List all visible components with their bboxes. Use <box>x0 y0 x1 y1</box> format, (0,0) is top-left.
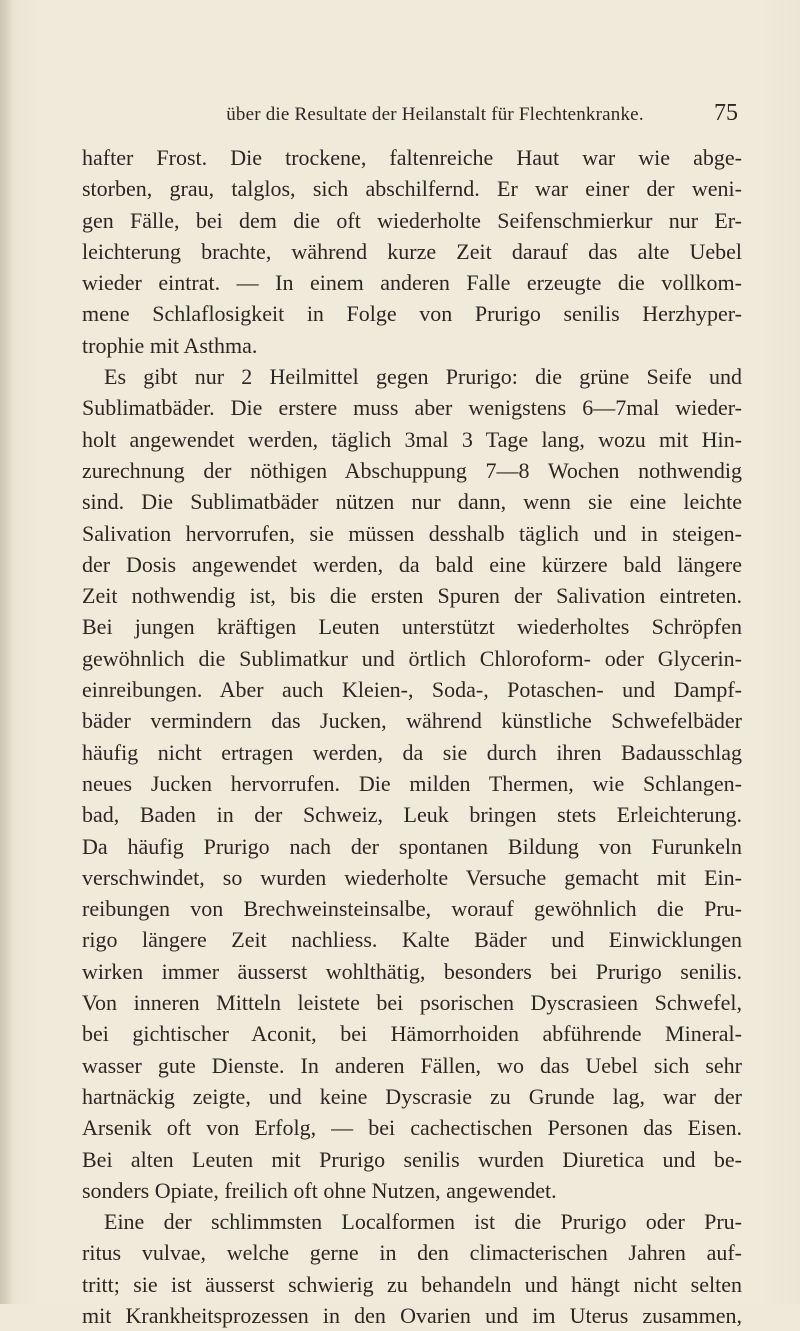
page-number: 75 <box>714 100 738 126</box>
text-line: trophie mit Asthma. <box>82 332 258 358</box>
text-line: wirken immer äusserst wohlthätig, besonders bei Prurigo senilis. <box>82 958 742 984</box>
text-line: Es gibt nur 2 Heilmittel gegen Prurigo: die grüne Seife und <box>104 364 742 390</box>
page-binding-shadow <box>0 0 14 1304</box>
text-line: holt angewendet werden, täglich 3mal 3 Tage lang, wozu mit Hin- <box>82 426 742 452</box>
text-line: der Dosis angewendet werden, da bald eine kürzere bald längere <box>82 551 742 577</box>
text-line: storben, grau, talglos, sich abschilfernd. Er war einer der weni- <box>82 176 742 202</box>
text-line: hartnäckig zeigte, und keine Dyscrasie zu Grunde lag, war der <box>82 1083 742 1109</box>
text-line: mit Krankheitsprozessen in den Ovarien und im Uterus zusammen, <box>82 1302 742 1328</box>
text-line: Bei alten Leuten mit Prurigo senilis wurden Diuretica und be- <box>82 1146 742 1172</box>
text-line: sonders Opiate, freilich oft ohne Nutzen, angewendet. <box>82 1177 557 1203</box>
page-header <box>0 100 800 134</box>
running-head: über die Resultate der Heilanstalt für Flechtenkranke. <box>226 104 644 125</box>
text-line: verschwindet, so wurden wiederholte Versuche gemacht mit Ein- <box>82 864 742 890</box>
text-line: wasser gute Dienste. In anderen Fällen, wo das Uebel sich sehr <box>82 1052 742 1078</box>
text-line: leichterung brachte, während kurze Zeit darauf das alte Uebel <box>82 238 742 264</box>
text-line: häufig nicht ertragen werden, da sie durch ihren Badausschlag <box>82 739 742 765</box>
body-text <box>82 142 742 1331</box>
text-line: rigo längere Zeit nachliess. Kalte Bäder und Einwicklungen <box>82 927 742 953</box>
text-line: Salivation hervorrufen, sie müssen desshalb täglich und in steigen- <box>82 520 742 546</box>
text-line: Sublimatbäder. Die erstere muss aber wenigstens 6—7mal wieder- <box>82 395 742 421</box>
text-line: Bei jungen kräftigen Leuten unterstützt wiederholtes Schröpfen <box>82 614 742 640</box>
text-line: bäder vermindern das Jucken, während künstliche Schwefelbäder <box>82 708 742 734</box>
text-line: tritt; sie ist äusserst schwierig zu behandeln und hängt nicht selten <box>82 1271 742 1297</box>
text-line: sind. Die Sublimatbäder nützen nur dann, wenn sie eine leichte <box>82 489 742 515</box>
text-line: Zeit nothwendig ist, bis die ersten Spuren der Salivation eintreten. <box>82 583 742 609</box>
text-line: einreibungen. Aber auch Kleien-, Soda-, Potaschen- und Dampf- <box>82 677 742 703</box>
text-line: wieder eintrat. — In einem anderen Falle erzeugte die vollkom- <box>82 270 742 296</box>
text-line: ritus vulvae, welche gerne in den climacterischen Jahren auf- <box>82 1240 742 1266</box>
text-line: gewöhnlich die Sublimatkur und örtlich Chloroform- oder Glycerin- <box>82 645 742 671</box>
text-line: gen Fälle, bei dem die oft wiederholte Seifenschmierkur nur Er- <box>82 207 742 233</box>
text-line: Da häufig Prurigo nach der spontanen Bildung von Furunkeln <box>82 833 742 859</box>
text-line: reibungen von Brechweinsteinsalbe, worauf gewöhnlich die Pru- <box>82 896 742 922</box>
text-line: hafter Frost. Die trockene, faltenreiche Haut war wie abge- <box>82 145 742 170</box>
text-line: Von inneren Mitteln leistete bei psorischen Dyscrasieen Schwefel, <box>82 990 742 1016</box>
text-line: mene Schlaflosigkeit in Folge von Prurigo senilis Herzhyper- <box>82 301 742 327</box>
text-line: neues Jucken hervorrufen. Die milden Thermen, wie Schlangen- <box>82 770 742 796</box>
text-line: bei gichtischer Aconit, bei Hämorrhoiden abführende Mineral- <box>82 1021 742 1047</box>
text-line: Eine der schlimmsten Localformen ist die Prurigo oder Pru- <box>104 1209 742 1235</box>
text-line: Arsenik oft von Erfolg, — bei cachectischen Personen das Eisen. <box>82 1115 742 1141</box>
text-line: bad, Baden in der Schweiz, Leuk bringen stets Erleichterung. <box>82 802 742 828</box>
text-line: zurechnung der nöthigen Abschuppung 7—8 Wochen nothwendig <box>82 457 742 483</box>
